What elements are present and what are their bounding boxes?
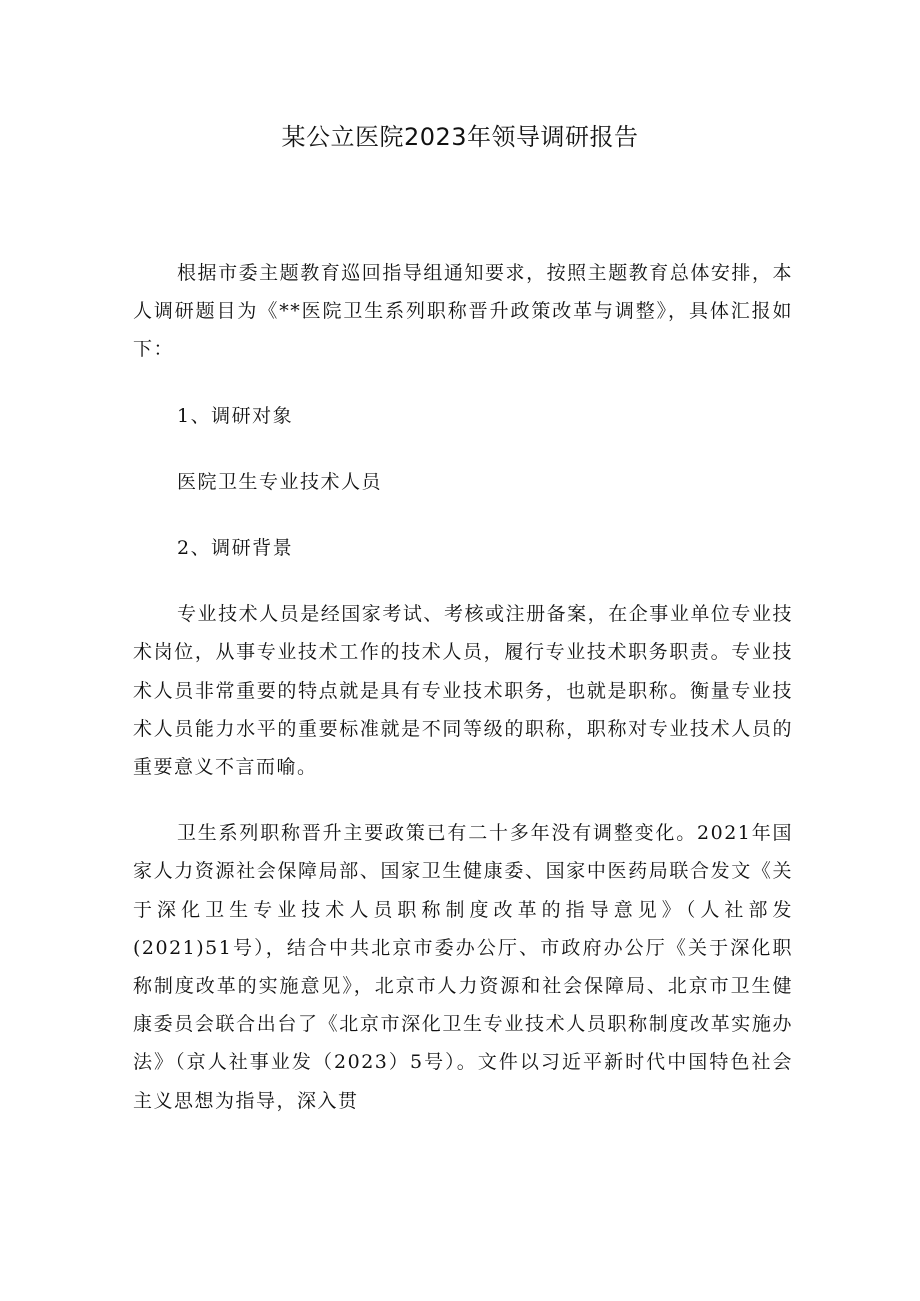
document-body	[133, 254, 793, 1120]
document-title: 某公立医院2023年领导调研报告	[281, 123, 639, 151]
paragraph-intro: 根据市委主题教育巡回指导组通知要求，按照主题教育总体安排，本人调研题目为《**医院卫生系列职称晋升政策改革与调整》，具体汇报如下：	[133, 262, 793, 361]
paragraph-background-policy: 卫生系列职称晋升主要政策已有二十多年没有调整变化。2021年国家人力资源社会保障局部、国家卫生健康委、国家中医药局联合发文《关于深化卫生专业技术人员职称制度改革的指导意见》（人社部发(2021)51号），结合中共北京市委办公厅、市政府办公厅《关于深化职称制度改革的实施意见》，北京市人力资源和社会保障局、北京市卫生健康委员会联合出台了《北京市深化卫生专业技术人员职称制度改革实施办法》（京人社事业发（2023）5号）。文件以习近平新时代中国特色社会主义思想为指导，深入贯	[133, 822, 793, 1112]
section-heading-research-background: 2、调研背景	[177, 537, 294, 560]
paragraph-research-subject: 医院卫生专业技术人员	[177, 470, 383, 493]
paragraph-background-definition: 专业技术人员是经国家考试、考核或注册备案，在企事业单位专业技术岗位，从事专业技术工作的技术人员，履行专业技术职务职责。专业技术人员非常重要的特点就是具有专业技术职务，也就是职称。衡量专业技术人员能力水平的重要标准就是不同等级的职称，职称对专业技术人员的重要意义不言而喻。	[133, 603, 793, 779]
section-heading-research-subject: 1、调研对象	[177, 404, 294, 427]
